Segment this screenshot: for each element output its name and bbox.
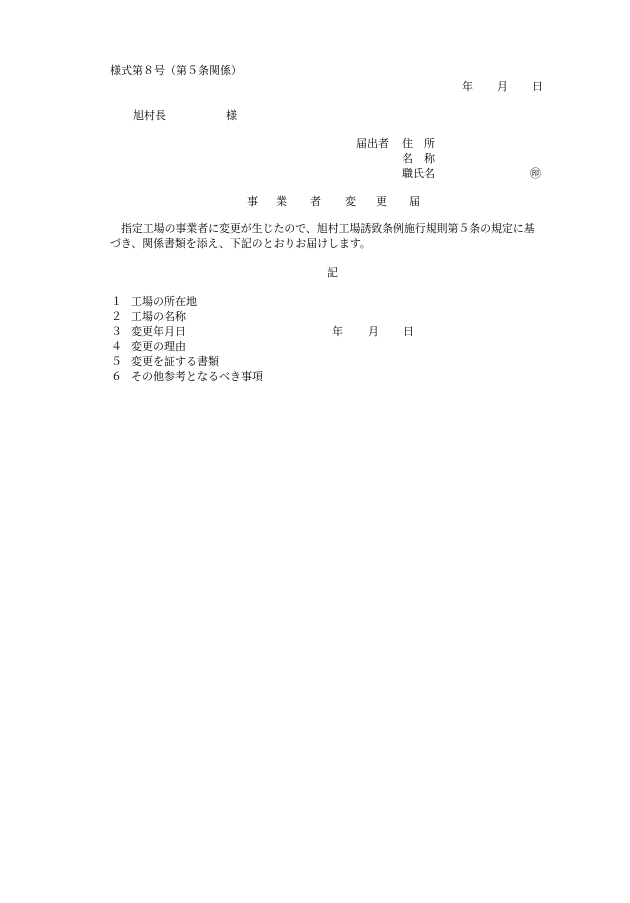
ki-heading: 記 [327,266,338,279]
item-label: 工場の名称 [131,310,186,323]
list-item [0,341,630,355]
item-number: ３ [111,325,122,338]
applicant-title-name-label: 職氏名 [402,167,435,180]
title-char: 更 [376,195,387,208]
item-number: ６ [111,370,122,383]
item-number: ５ [111,355,122,368]
item-label: 変更の理由 [131,340,186,353]
item-label: その他参考となるべき事項 [131,370,263,383]
change-date-month: 月 [368,325,379,338]
list-item [0,296,630,310]
change-date-day: 日 [403,325,414,338]
item-label: 工場の所在地 [131,295,197,308]
title-char: 事 [247,195,258,208]
date-day-label: 日 [532,80,543,93]
list-item [0,326,630,340]
item-label: 変更年月日 [131,325,186,338]
applicant-role-label: 届出者 [356,137,389,150]
date-month-label: 月 [497,80,508,93]
change-date-year: 年 [332,325,343,338]
title-char: 者 [310,195,321,208]
item-label: 変更を証する書類 [131,355,219,368]
title-char: 業 [276,195,287,208]
applicant-name-label: 名 称 [402,152,435,165]
list-item [0,356,630,370]
list-item [0,311,630,325]
list-item [0,371,630,385]
body-line-2: づき、関係書類を添え、下記のとおりお届けします。 [110,237,371,250]
seal-mark: ㊞ [530,167,541,180]
form-number: 様式第８号（第５条関係） [110,64,242,77]
title-char: 変 [345,195,356,208]
applicant-address-label: 住 所 [402,137,435,150]
addressee-name: 旭村長 [133,109,166,122]
addressee-honorific: 様 [226,109,237,122]
item-number: １ [111,295,122,308]
item-number: ４ [111,340,122,353]
body-line-1: 指定工場の事業者に変更が生じたので、旭村工場誘致条例施行規則第５条の規定に基 [121,222,535,235]
title-char: 届 [409,195,420,208]
date-year-label: 年 [462,80,473,93]
item-number: ２ [111,310,122,323]
